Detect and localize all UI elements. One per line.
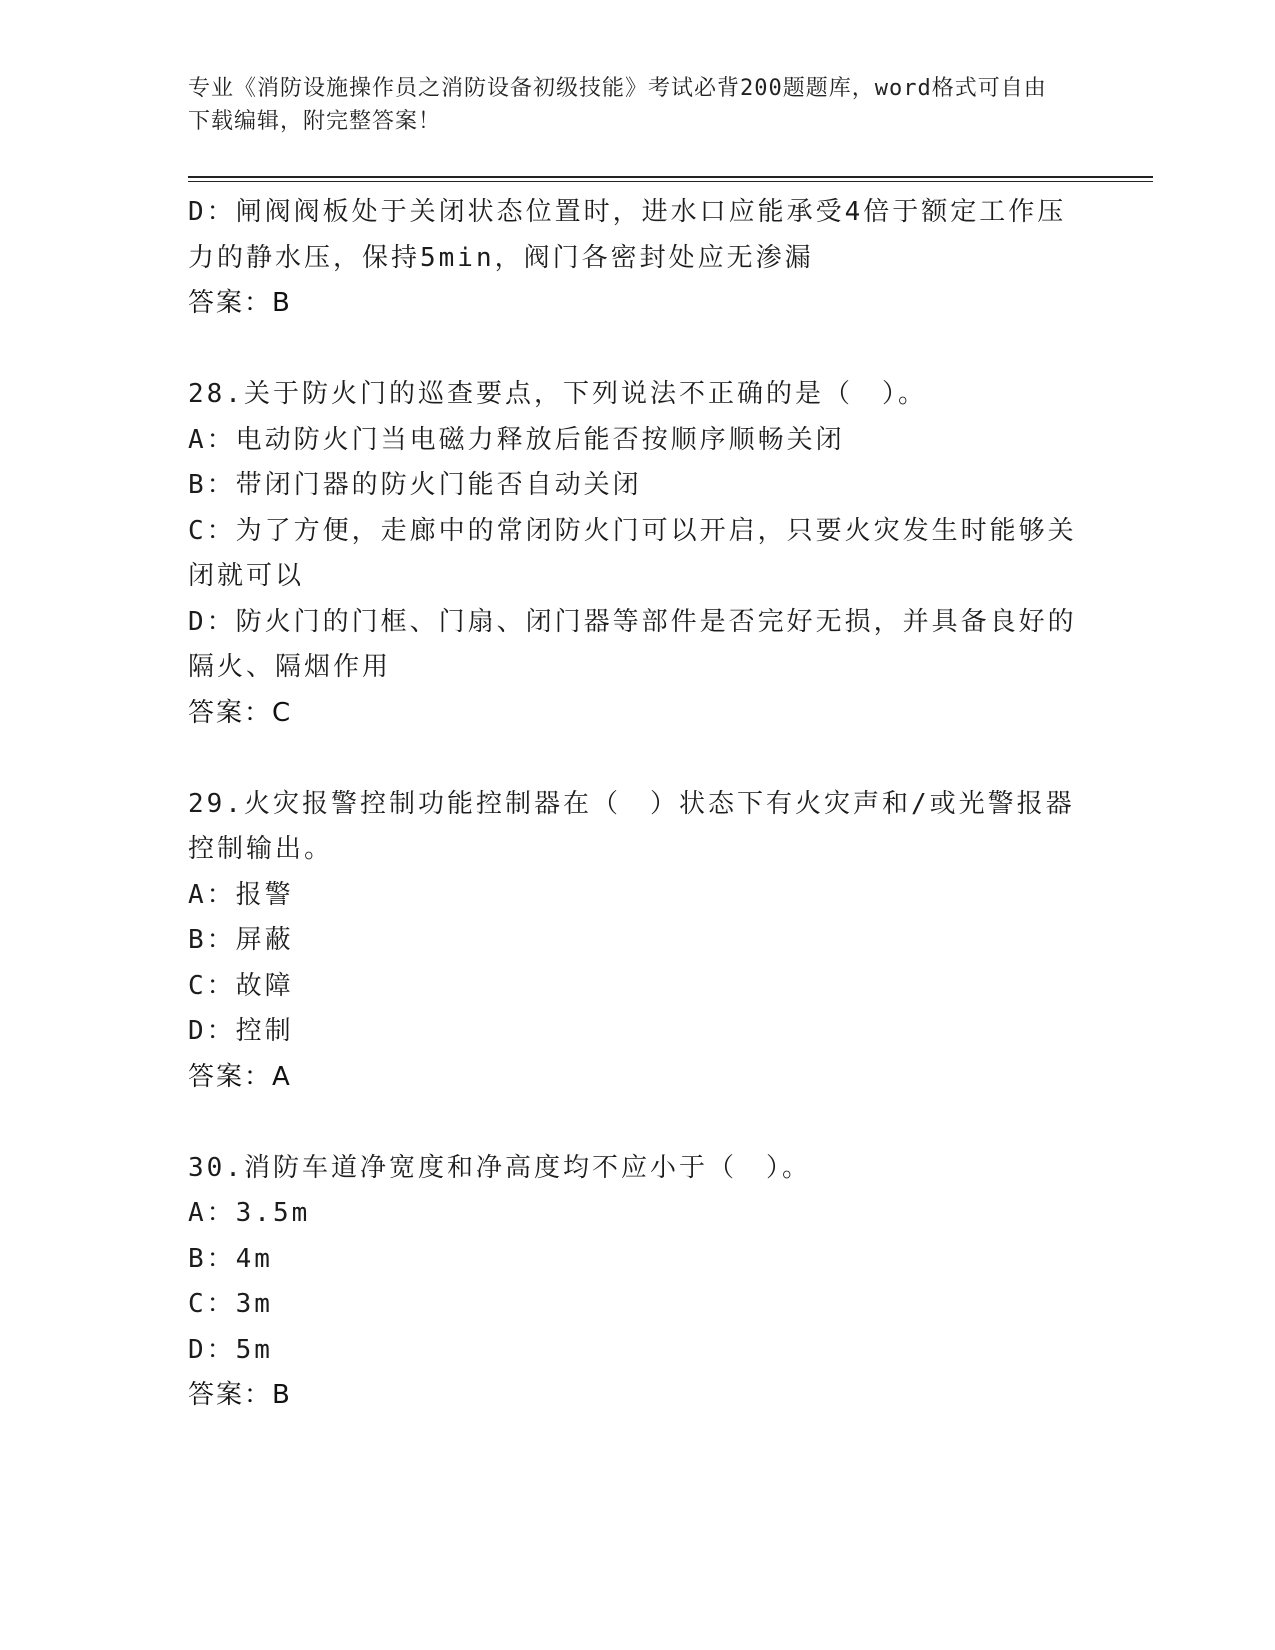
option-c: C：3m [188,1289,273,1319]
spacer [188,327,1088,373]
question-stem: 30.消防车道净宽度和净高度均不应小于（ ）。 [188,1152,811,1183]
option-d-line: 力的静水压，保持5min，阀门各密封处应无渗漏 [188,242,814,273]
spacer [188,1100,1088,1146]
option-b: B：带闭门器的防火门能否自动关闭 [188,470,642,500]
answer-line [188,1055,1088,1101]
document-header: 专业《消防设施操作员之消防设备初级技能》考试必背200题题库，word格式可自由下载编辑，附完整答案！ [188,76,1047,134]
option-d: D：控制 [188,1016,294,1046]
question-stem: 28.关于防火门的巡查要点，下列说法不正确的是（ ）。 [188,379,927,409]
option-a: A：电动防火门当电磁力释放后能否按顺序顺畅关闭 [188,424,845,455]
answer-value: A [272,1061,292,1092]
answer-value: B [272,288,292,318]
option-c: C：为了方便，走廊中的常闭防火门可以开启，只要火灾发生时能够关 [188,515,1077,546]
option-d: D：5m [188,1334,273,1365]
answer-line [188,1373,1088,1419]
option-a: A：3.5m [188,1198,311,1228]
option-d: 隔火、隔烟作用 [188,652,392,682]
option-b: B：4m [188,1243,273,1274]
option-b: B：屏蔽 [188,925,294,955]
option-d: D：防火门的门框、门扇、闭门器等部件是否完好无损，并具备良好的 [188,606,1077,637]
option-d-line: D：闸阀阀板处于关闭状态位置时，进水口应能承受4倍于额定工作压 [188,197,1067,227]
answer-label: 答案： [188,1061,273,1092]
header-divider [188,176,1153,182]
answer-line [188,691,1088,737]
answer-label: 答案： [188,288,273,318]
question-stem: 29.火灾报警控制功能控制器在（ ）状态下有火灾声和/或光警报器 [188,788,1075,819]
option-a: A：报警 [188,879,294,910]
answer-value: B [272,1380,292,1410]
answer-label: 答案： [188,697,273,728]
spacer [188,736,1088,782]
question-list [188,190,1088,1419]
question-stem: 控制输出。 [188,834,334,864]
answer-line [188,281,1088,327]
answer-value: C [272,697,293,728]
option-c: C：故障 [188,970,294,1001]
option-c: 闭就可以 [188,561,305,591]
answer-label: 答案： [188,1380,273,1410]
